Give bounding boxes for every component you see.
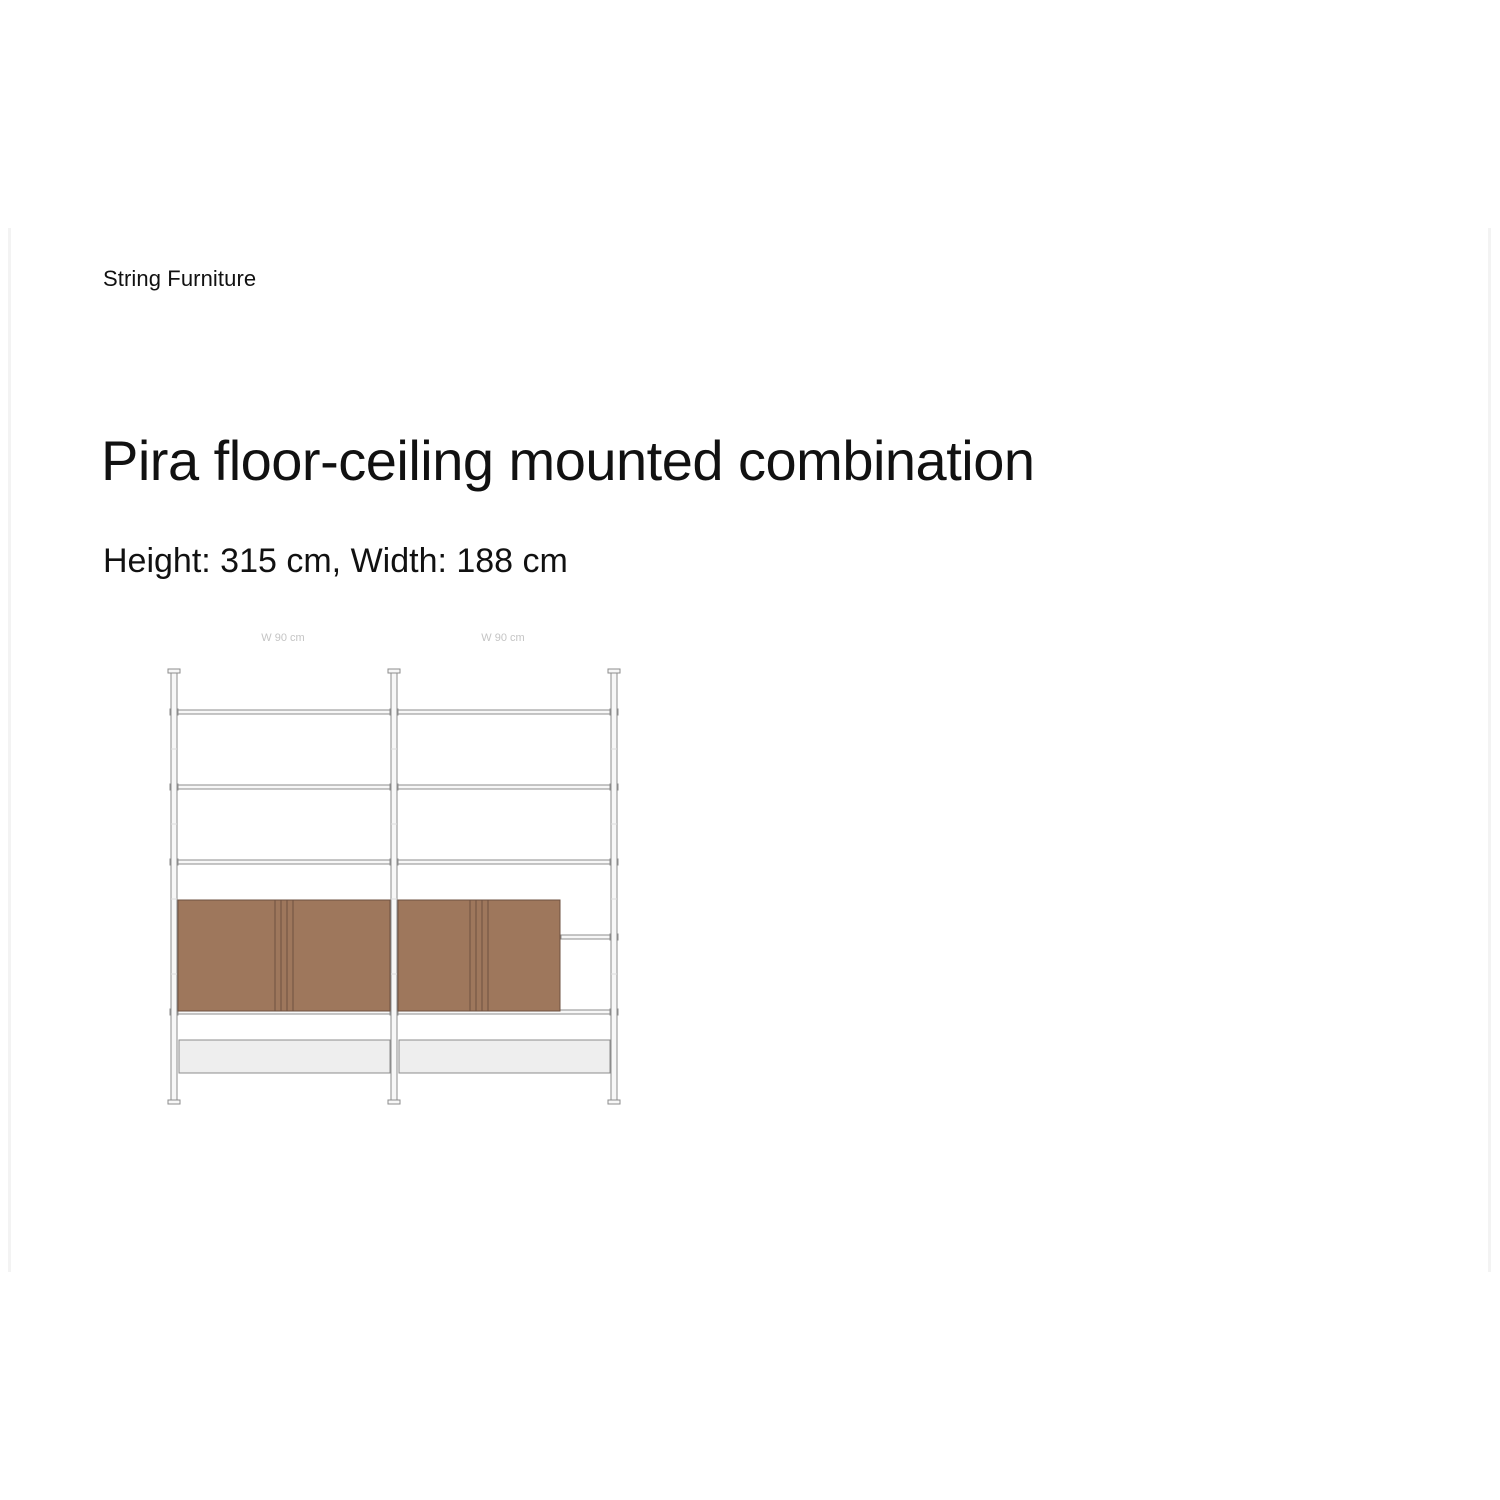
- brand-name: String Furniture: [103, 266, 257, 291]
- base-panel-right: [399, 1040, 610, 1073]
- upright-3: [611, 673, 617, 1100]
- shelf-frame: [168, 669, 620, 1104]
- dimensions-text: Height: 315 cm, Width: 188 cm: [103, 542, 568, 580]
- column-label-right: W 90 cm: [481, 632, 525, 644]
- floor-cap: [608, 1100, 620, 1104]
- ceiling-cap: [388, 669, 400, 673]
- column-label-left: W 90 cm: [261, 632, 305, 644]
- document-sheet: [11, 228, 1488, 1272]
- cabinet-door: [488, 900, 560, 1011]
- cabinet-divider: [275, 900, 293, 1011]
- base-panel-left: [179, 1040, 390, 1073]
- ceiling-cap: [168, 669, 180, 673]
- page-title: Pira floor-ceiling mounted combination: [101, 429, 1035, 492]
- cabinet-divider: [470, 900, 488, 1011]
- shelf-short: [561, 935, 615, 939]
- ceiling-cap: [608, 669, 620, 673]
- upright-2: [391, 673, 397, 1100]
- cabinet-door: [293, 900, 390, 1011]
- floor-cap: [388, 1100, 400, 1104]
- shelving-drawing: [11, 228, 1488, 1272]
- cabinet-door: [178, 900, 275, 1011]
- cabinet-door: [398, 900, 470, 1011]
- upright-1: [171, 673, 177, 1100]
- floor-cap: [168, 1100, 180, 1104]
